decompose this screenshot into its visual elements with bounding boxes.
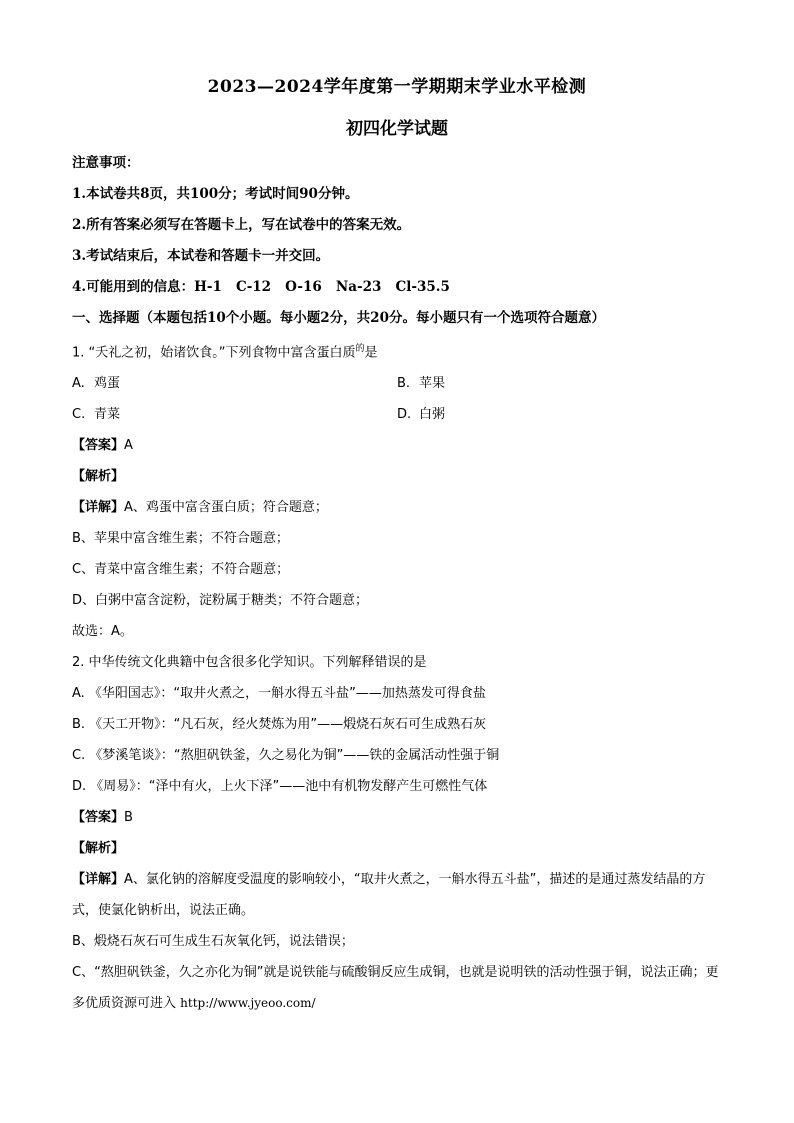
question-1-option-d bbox=[397, 399, 722, 430]
answer-value: B bbox=[124, 810, 133, 826]
question-1-stem bbox=[72, 334, 722, 368]
detail-text: A、氯化钠的溶解度受温度的影响较小，“取井火煮之，一斛水得五斗盐”，描述的是通过蒸发结晶的方式，使氯化钠析出，说法正确。 bbox=[72, 872, 706, 919]
detail-label: 【详解】 bbox=[72, 872, 125, 888]
answer-label: 【答案】 bbox=[72, 438, 125, 454]
section-heading-choice: 一、选择题（本题包括10个小题。每小题2分，共20分。每小题只有一个选项符合题意） bbox=[72, 310, 605, 326]
question-1-options-row-1 bbox=[72, 368, 722, 399]
question-1-analysis-label bbox=[72, 461, 722, 492]
analysis-label: 【解析】 bbox=[72, 469, 125, 485]
question-2-option-b: B. 《天工开物》：“凡石灰，经火焚炼为用”——煅烧石灰石可生成熟石灰 bbox=[72, 717, 487, 733]
question-1-stem-tail: 是 bbox=[364, 345, 378, 361]
question-1-option-b bbox=[397, 368, 722, 399]
question-2-option-d: D. 《周易》：“泽中有火，上火下泽”——池中有机物发酵产生可燃性气体 bbox=[72, 779, 488, 795]
question-2-analysis-label bbox=[72, 833, 722, 864]
document-body bbox=[72, 148, 722, 1019]
question-2-detail-c bbox=[72, 957, 722, 1019]
question-1-stem-text: 1. “夭礼之初，始诸饮食。”下列食物中富含蛋白质 bbox=[72, 345, 356, 361]
notice-item-4: 4.可能用到的信息：H-1 C-12 O-16 Na-23 Cl-35.5 bbox=[72, 279, 450, 295]
question-1-detail-line-1 bbox=[72, 492, 722, 523]
question-1-detail-line-3: C、青菜中富含维生素；不符合题意； bbox=[72, 562, 290, 578]
question-1-answer bbox=[72, 430, 722, 461]
question-2-stem: 2. 中华传统文化典籍中包含很多化学知识。下列解释错误的是 bbox=[72, 655, 427, 671]
question-1-option-c bbox=[72, 399, 397, 430]
option-letter: A. bbox=[72, 376, 85, 392]
exam-title: 2023—2024学年度第一学期期末学业水平检测 bbox=[207, 77, 587, 97]
notice-item-3: 3.考试结束后，本试卷和答题卡一并交回。 bbox=[72, 248, 330, 264]
option-letter: B. bbox=[397, 376, 411, 392]
question-1-stem-sup: 的 bbox=[355, 344, 365, 354]
notice-item-1: 1.本试卷共8页，共100分；考试时间90分钟。 bbox=[72, 186, 359, 202]
analysis-label: 【解析】 bbox=[72, 841, 125, 857]
resource-link[interactable]: http://www.jyeoo.com/ bbox=[180, 996, 316, 1011]
notice-heading: 注意事项： bbox=[72, 155, 140, 171]
question-1-conclusion: 故选：A。 bbox=[72, 624, 133, 640]
question-2-detail-first bbox=[72, 864, 722, 926]
notice-item-2: 2.所有答案必须写在答题卡上，写在试卷中的答案无效。 bbox=[72, 217, 411, 233]
question-2-detail-b: B、煅烧石灰石可生成生石灰氧化钙，说法错误； bbox=[72, 934, 354, 950]
option-text: 青菜 bbox=[94, 407, 121, 423]
exam-subtitle: 初四化学试题 bbox=[346, 119, 448, 139]
question-1-detail-line-4: D、白粥中富含淀粉，淀粉属于糖类；不符合题意； bbox=[72, 593, 369, 609]
option-text: 苹果 bbox=[419, 376, 446, 392]
question-1-detail-line-2: B、苹果中富含维生素；不符合题意； bbox=[72, 531, 289, 547]
question-1-option-a bbox=[72, 368, 397, 399]
detail-text: A、鸡蛋中富含蛋白质；符合题意； bbox=[124, 500, 328, 516]
question-1-options-row-2 bbox=[72, 399, 722, 430]
question-2-answer bbox=[72, 802, 722, 833]
option-text: 白粥 bbox=[419, 407, 446, 423]
option-text: 鸡蛋 bbox=[94, 376, 121, 392]
question-2-option-a: A. 《华阳国志》：“取井火煮之，一斛水得五斗盐”——加热蒸发可得食盐 bbox=[72, 686, 486, 702]
option-letter: C. bbox=[72, 407, 86, 423]
detail-label: 【详解】 bbox=[72, 500, 125, 516]
detail-c-text: C、“熬胆矾铁釜，久之亦化为铜”就是说铁能与硫酸铜反应生成铜，也就是说明铁的活动性强于铜，说法正确；更多优质资源可进入 bbox=[72, 965, 719, 1012]
question-2-option-c: C. 《梦溪笔谈》：“熬胆矾铁釜，久之易化为铜”——铁的金属活动性强于铜 bbox=[72, 748, 500, 764]
option-letter: D. bbox=[397, 407, 412, 423]
answer-label: 【答案】 bbox=[72, 810, 125, 826]
answer-value: A bbox=[124, 438, 133, 454]
